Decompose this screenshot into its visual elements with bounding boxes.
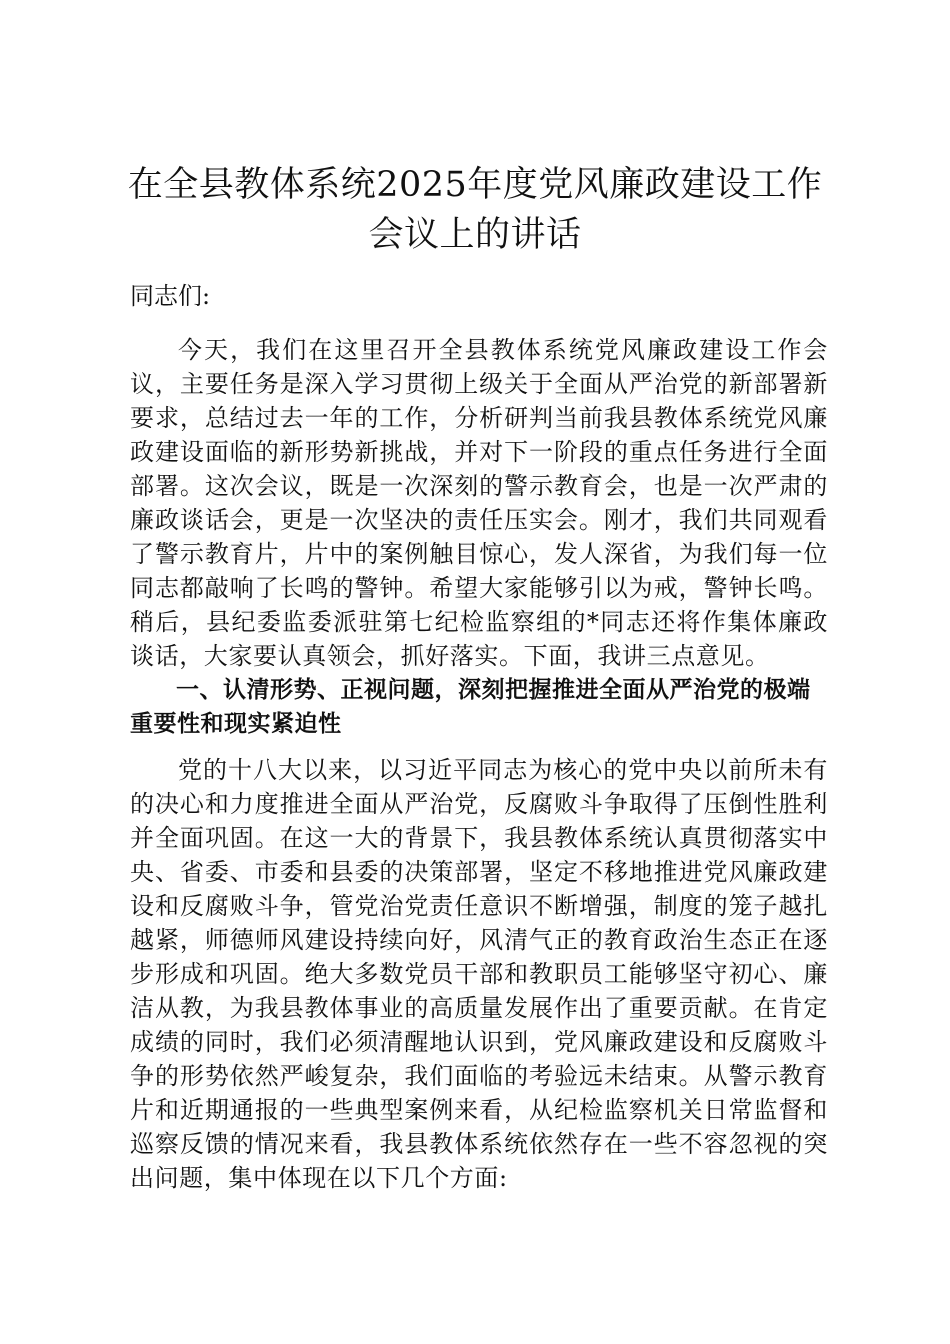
salutation: 同志们: [130,282,211,310]
section-1-paragraph: 党的十八大以来，以习近平同志为核心的党中央以前所未有的决心和力度推进全面从严治党，反腐败斗争取得了压倒性胜利并全面巩固。在这一大的背景下，我县教体系统认真贯彻落实中央、省委、市委和县委的决策部署，坚定不移地推进党风廉政建设和反腐败斗争，管党治党责任意识不断增强，制度的笼子越扎越紧，师德师风建设持续向好，风清气正的教育政治生态正在逐步形成和巩固。绝大多数党员干部和教职员工能够坚守初心、廉洁从教，为我县教体事业的高质量发展作出了重要贡献。在肯定成绩的同时，我们必须清醒地认识到，党风廉政建设和反腐败斗争的形势依然严峻复杂，我们面临的考验远未结束。从警示教育片和近期通报的一些典型案例来看，从纪检监察机关日常监督和巡察反馈的情况来看，我县教体系统依然存在一些不容忽视的突出问题，集中体现在以下几个方面: [130,756,828,1192]
section-heading-1: 一、认清形势、正视问题，深刻把握推进全面从严治党的极端重要性和现实紧迫性 [130,677,811,737]
opening-paragraph: 今天，我们在这里召开全县教体系统党风廉政建设工作会议，主要任务是深入学习贯彻上级关于全面从严治党的新部署新要求，总结过去一年的工作，分析研判当前我县教体系统党风廉政建设面临的新形势新挑战，并对下一阶段的重点任务进行全面部署。这次会议，既是一次深刻的警示教育会，也是一次严肃的廉政谈话会，更是一次坚决的责任压实会。刚才，我们共同观看了警示教育片，片中的案例触目惊心，发人深省，为我们每一位同志都敲响了长鸣的警钟。希望大家能够引以为戒，警钟长鸣。稍后，县纪委监委派驻第七纪检监察组的*同志还将作集体廉政谈话，大家要认真领会，抓好落实。下面，我讲三点意见。 [130,336,828,670]
document-title: 在全县教体系统2025年度党风廉政建设工作会议上的讲话 [127,165,823,255]
